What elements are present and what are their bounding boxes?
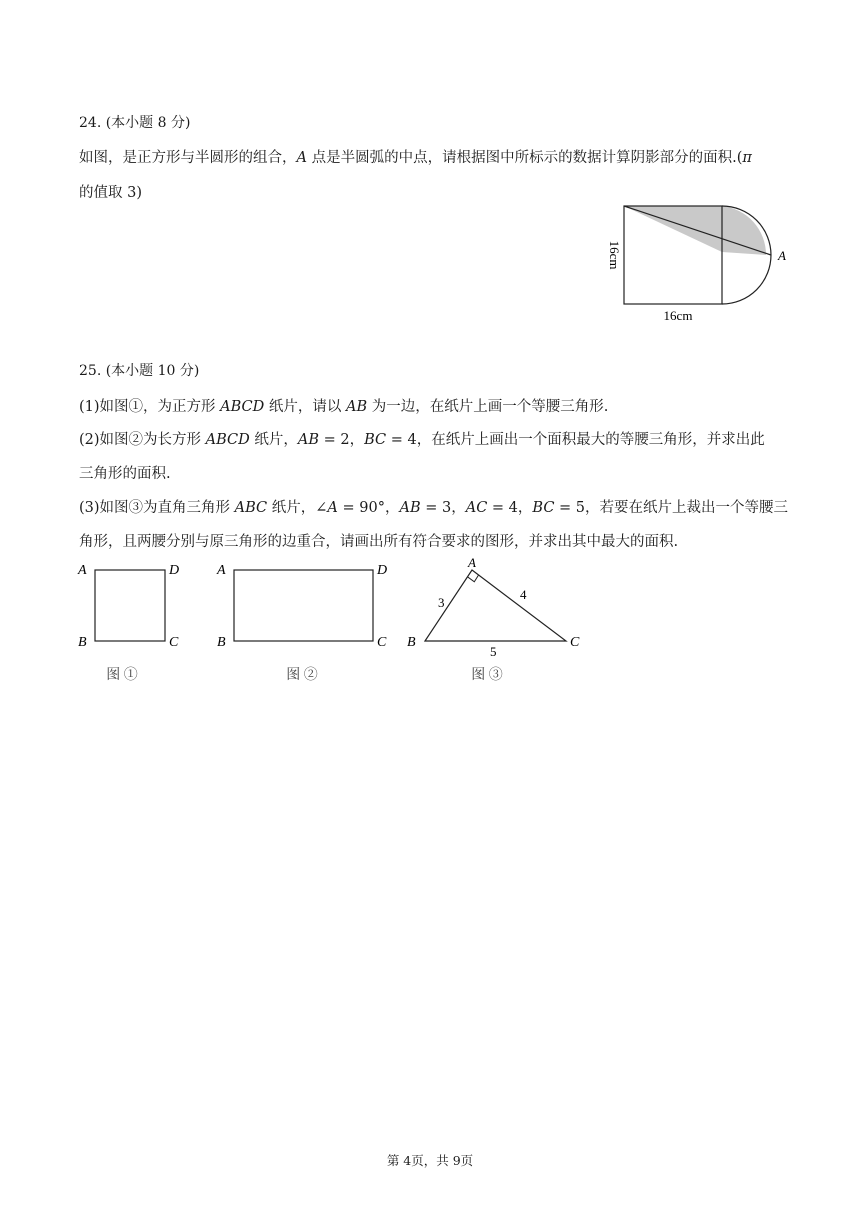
q25-part1: [79, 395, 608, 416]
fig3-label-c: C: [570, 635, 580, 650]
bottom-label: 16cm: [663, 308, 693, 323]
fig2-rectangle: [216, 563, 387, 683]
q24-pi: π: [742, 150, 752, 166]
p3-v2: A: [327, 500, 338, 516]
fig1-label-c: C: [169, 635, 179, 650]
right-angle-mark: [468, 575, 479, 582]
p1-v1: ABCD: [220, 399, 265, 415]
p3-b: 纸片，∠: [267, 500, 328, 516]
p2-c: = 2，: [319, 432, 365, 448]
side-label: 16cm: [607, 240, 622, 270]
q24-text-line1: [79, 146, 752, 167]
p2-b: 纸片，: [249, 432, 298, 448]
q24-text-b: 点是半圆弧的中点，请根据图中所标示的数据计算阴影部分的面积.(: [306, 150, 743, 166]
p3-e: = 4，: [487, 500, 533, 516]
fig3-caption: 图 ③: [471, 668, 503, 683]
p2-d: = 4，在纸片上画出一个面积最大的等腰三角形，并求出此: [386, 432, 765, 448]
p3-f: = 5，若要在纸片上裁出一个等腰三: [554, 500, 789, 516]
fig3-triangle: [407, 555, 580, 683]
q25-heading: 25. (本小题 10 分): [79, 363, 200, 379]
fig1-label-d: D: [169, 563, 180, 578]
fig3-len-ac: 4: [520, 587, 527, 602]
fig1-square: [77, 563, 179, 683]
q25-part2-cont: 三角形的面积.: [79, 466, 171, 482]
q24-heading: 24. (本小题 8 分): [79, 115, 191, 131]
q25-part3-cont: 角形，且两腰分别与原三角形的边重合，请画出所有符合要求的图形，并求出其中最大的面积.: [79, 534, 679, 550]
page-footer: 第 4页，共 9页: [386, 1153, 474, 1168]
fig2-label-a: A: [217, 563, 226, 578]
p3-v5: BC: [532, 500, 555, 516]
fig3-label-a: A: [468, 555, 476, 570]
fig1-caption: 图 ①: [106, 668, 138, 683]
fig3-len-ab: 3: [438, 595, 445, 610]
p2-v3: BC: [364, 432, 387, 448]
q24-text-line2: 的值取 3): [79, 185, 142, 201]
p3-v4: AC: [465, 500, 488, 516]
shaded-semicircle-part: [722, 206, 766, 255]
p2-a: (2)如图②为长方形: [79, 432, 206, 448]
p2-v2: AB: [297, 432, 320, 448]
p1-v2: AB: [346, 399, 368, 415]
p2-v1: ABCD: [205, 432, 250, 448]
fig2-caption: 图 ②: [286, 668, 318, 683]
fig1-label-b: B: [78, 635, 87, 650]
p3-a: (3)如图③为直角三角形: [79, 500, 235, 516]
q25-figures: [70, 555, 600, 690]
fig3-label-b: B: [407, 635, 416, 650]
p3-v1: ABC: [234, 500, 268, 516]
q24-figure: [598, 196, 798, 326]
point-a-label: A: [778, 248, 786, 263]
q25-part2: [79, 428, 765, 449]
q24-text-a: 如图，是正方形与半圆形的组合，: [79, 150, 297, 166]
p1-c: 为一边，在纸片上画一个等腰三角形.: [367, 399, 609, 415]
p1-a: (1)如图①，为正方形: [79, 399, 221, 415]
fig1-label-a: A: [78, 563, 87, 578]
fig2-label-c: C: [377, 635, 387, 650]
p1-b: 纸片，请以: [264, 399, 346, 415]
p3-v3: AB: [399, 500, 421, 516]
fig3-len-bc: 5: [490, 644, 497, 659]
p3-d: = 3，: [420, 500, 466, 516]
fig2-label-d: D: [377, 563, 388, 578]
q24-var-a: A: [296, 150, 307, 166]
p3-c: = 90°，: [337, 500, 400, 516]
shaded-triangle: [624, 206, 722, 252]
q25-part3: [79, 496, 788, 517]
fig2-label-b: B: [217, 635, 226, 650]
